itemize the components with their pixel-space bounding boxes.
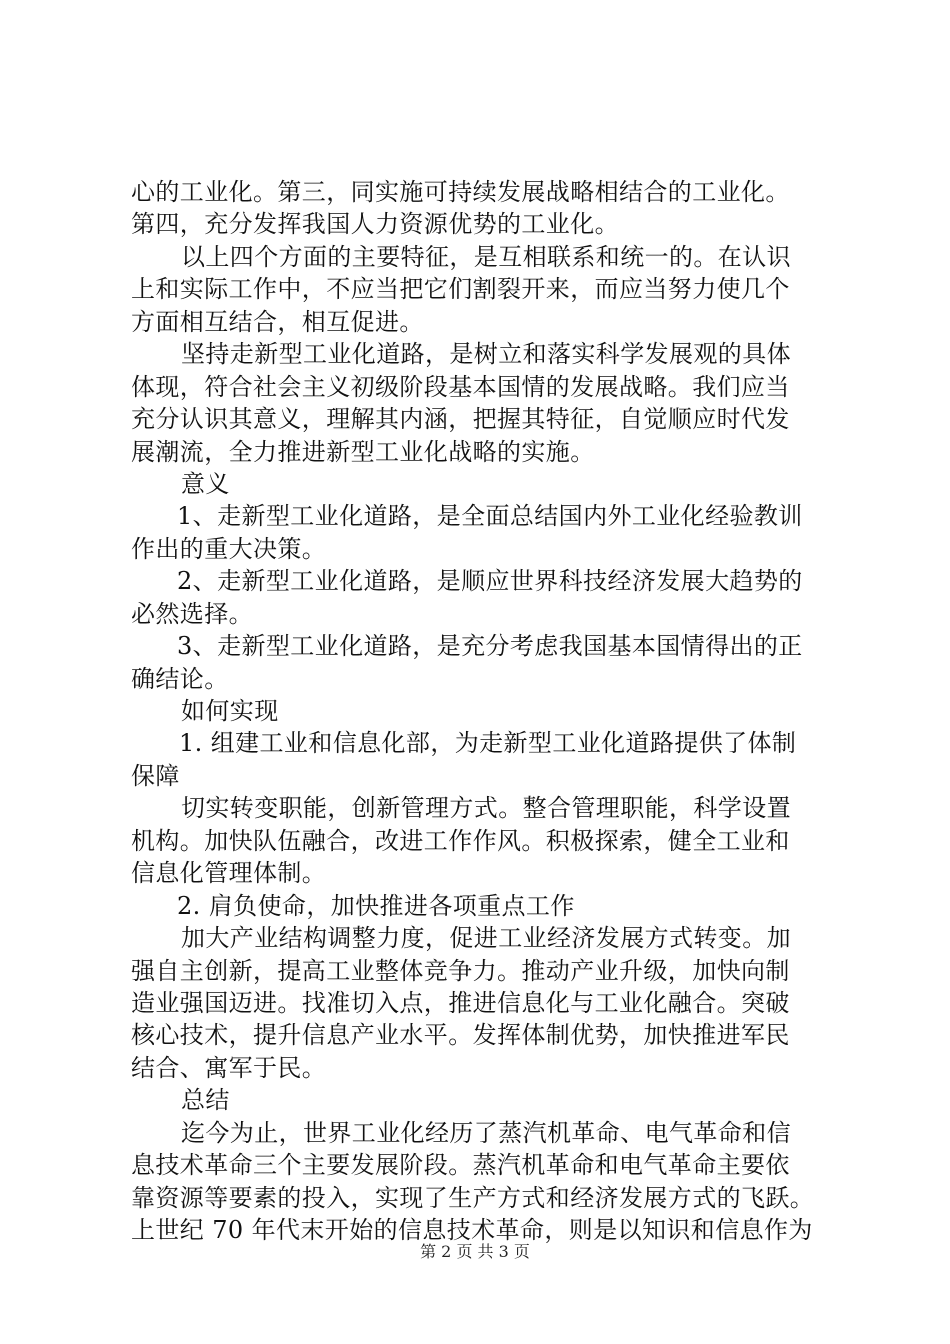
text-line: 核心技术，提升信息产业水平。发挥体制优势，加快推进军民 <box>131 1021 790 1050</box>
text-line: 第四，充分发挥我国人力资源优势的工业化。 <box>131 210 619 239</box>
page-number-label: 第 2 页 共 3 页 <box>420 1242 530 1261</box>
text-line: 切实转变职能，创新管理方式。整合管理职能，科学设置 <box>181 794 791 823</box>
text-line: 上和实际工作中，不应当把它们割裂开来，而应当努力使几个 <box>131 275 790 304</box>
text-line: 信息化管理体制。 <box>131 859 327 888</box>
text-line: 心的工业化。第三，同实施可持续发展战略相结合的工业化。 <box>131 178 790 206</box>
text-line: 迄今为止，世界工业化经历了蒸汽机革命、电气革命和信 <box>181 1118 791 1147</box>
text-line: 2. 肩负使命，加快推进各项重点工作 <box>177 891 575 920</box>
text-line: 3、走新型工业化道路，是充分考虑我国基本国情得出的正 <box>177 632 803 661</box>
text-line: 以上四个方面的主要特征，是互相联系和统一的。在认识 <box>181 242 791 271</box>
text-line: 必然选择。 <box>131 599 253 628</box>
text-line: 加大产业结构调整力度，促进工业经济发展方式转变。加 <box>181 924 791 953</box>
text-line: 造业强国迈进。找准切入点，推进信息化与工业化融合。突破 <box>131 988 790 1017</box>
text-line: 2、走新型工业化道路，是顺应世界科技经济发展大趋势的 <box>177 567 803 596</box>
text-line: 坚持走新型工业化道路，是树立和落实科学发展观的具体 <box>181 340 791 369</box>
text-line: 靠资源等要素的投入，实现了生产方式和经济发展方式的飞跃。 <box>131 1183 815 1212</box>
text-line: 息技术革命三个主要发展阶段。蒸汽机革命和电气革命主要依 <box>131 1151 790 1180</box>
text-line: 1、走新型工业化道路，是全面总结国内外工业化经验教训 <box>177 502 803 531</box>
text-line: 方面相互结合，相互促进。 <box>131 307 424 336</box>
text-line: 机构。加快队伍融合，改进工作作风。积极探索，健全工业和 <box>131 826 790 855</box>
text-line: 上世纪 70 年代末开始的信息技术革命，则是以知识和信息作为 <box>131 1216 813 1244</box>
text-line: 展潮流，全力推进新型工业化战略的实施。 <box>131 437 595 466</box>
text-line: 确结论。 <box>131 664 229 693</box>
text-line: 作出的重大决策。 <box>131 534 327 563</box>
section-heading: 如何实现 <box>181 697 279 725</box>
text-line: 保障 <box>131 761 180 790</box>
section-heading: 总结 <box>181 1086 230 1115</box>
section-heading: 意义 <box>181 469 230 498</box>
text-line: 1. 组建工业和信息化部，为走新型工业化道路提供了体制 <box>179 729 797 758</box>
text-line: 体现，符合社会主义初级阶段基本国情的发展战略。我们应当 <box>131 372 790 401</box>
text-line: 结合、寓军于民。 <box>131 1053 327 1082</box>
text-line: 充分认识其意义，理解其内涵，把握其特征，自觉顺应时代发 <box>131 405 790 434</box>
body-text <box>131 176 831 1246</box>
page-footer <box>0 1242 950 1262</box>
text-line: 强自主创新，提高工业整体竞争力。推动产业升级，加快向制 <box>131 956 790 985</box>
